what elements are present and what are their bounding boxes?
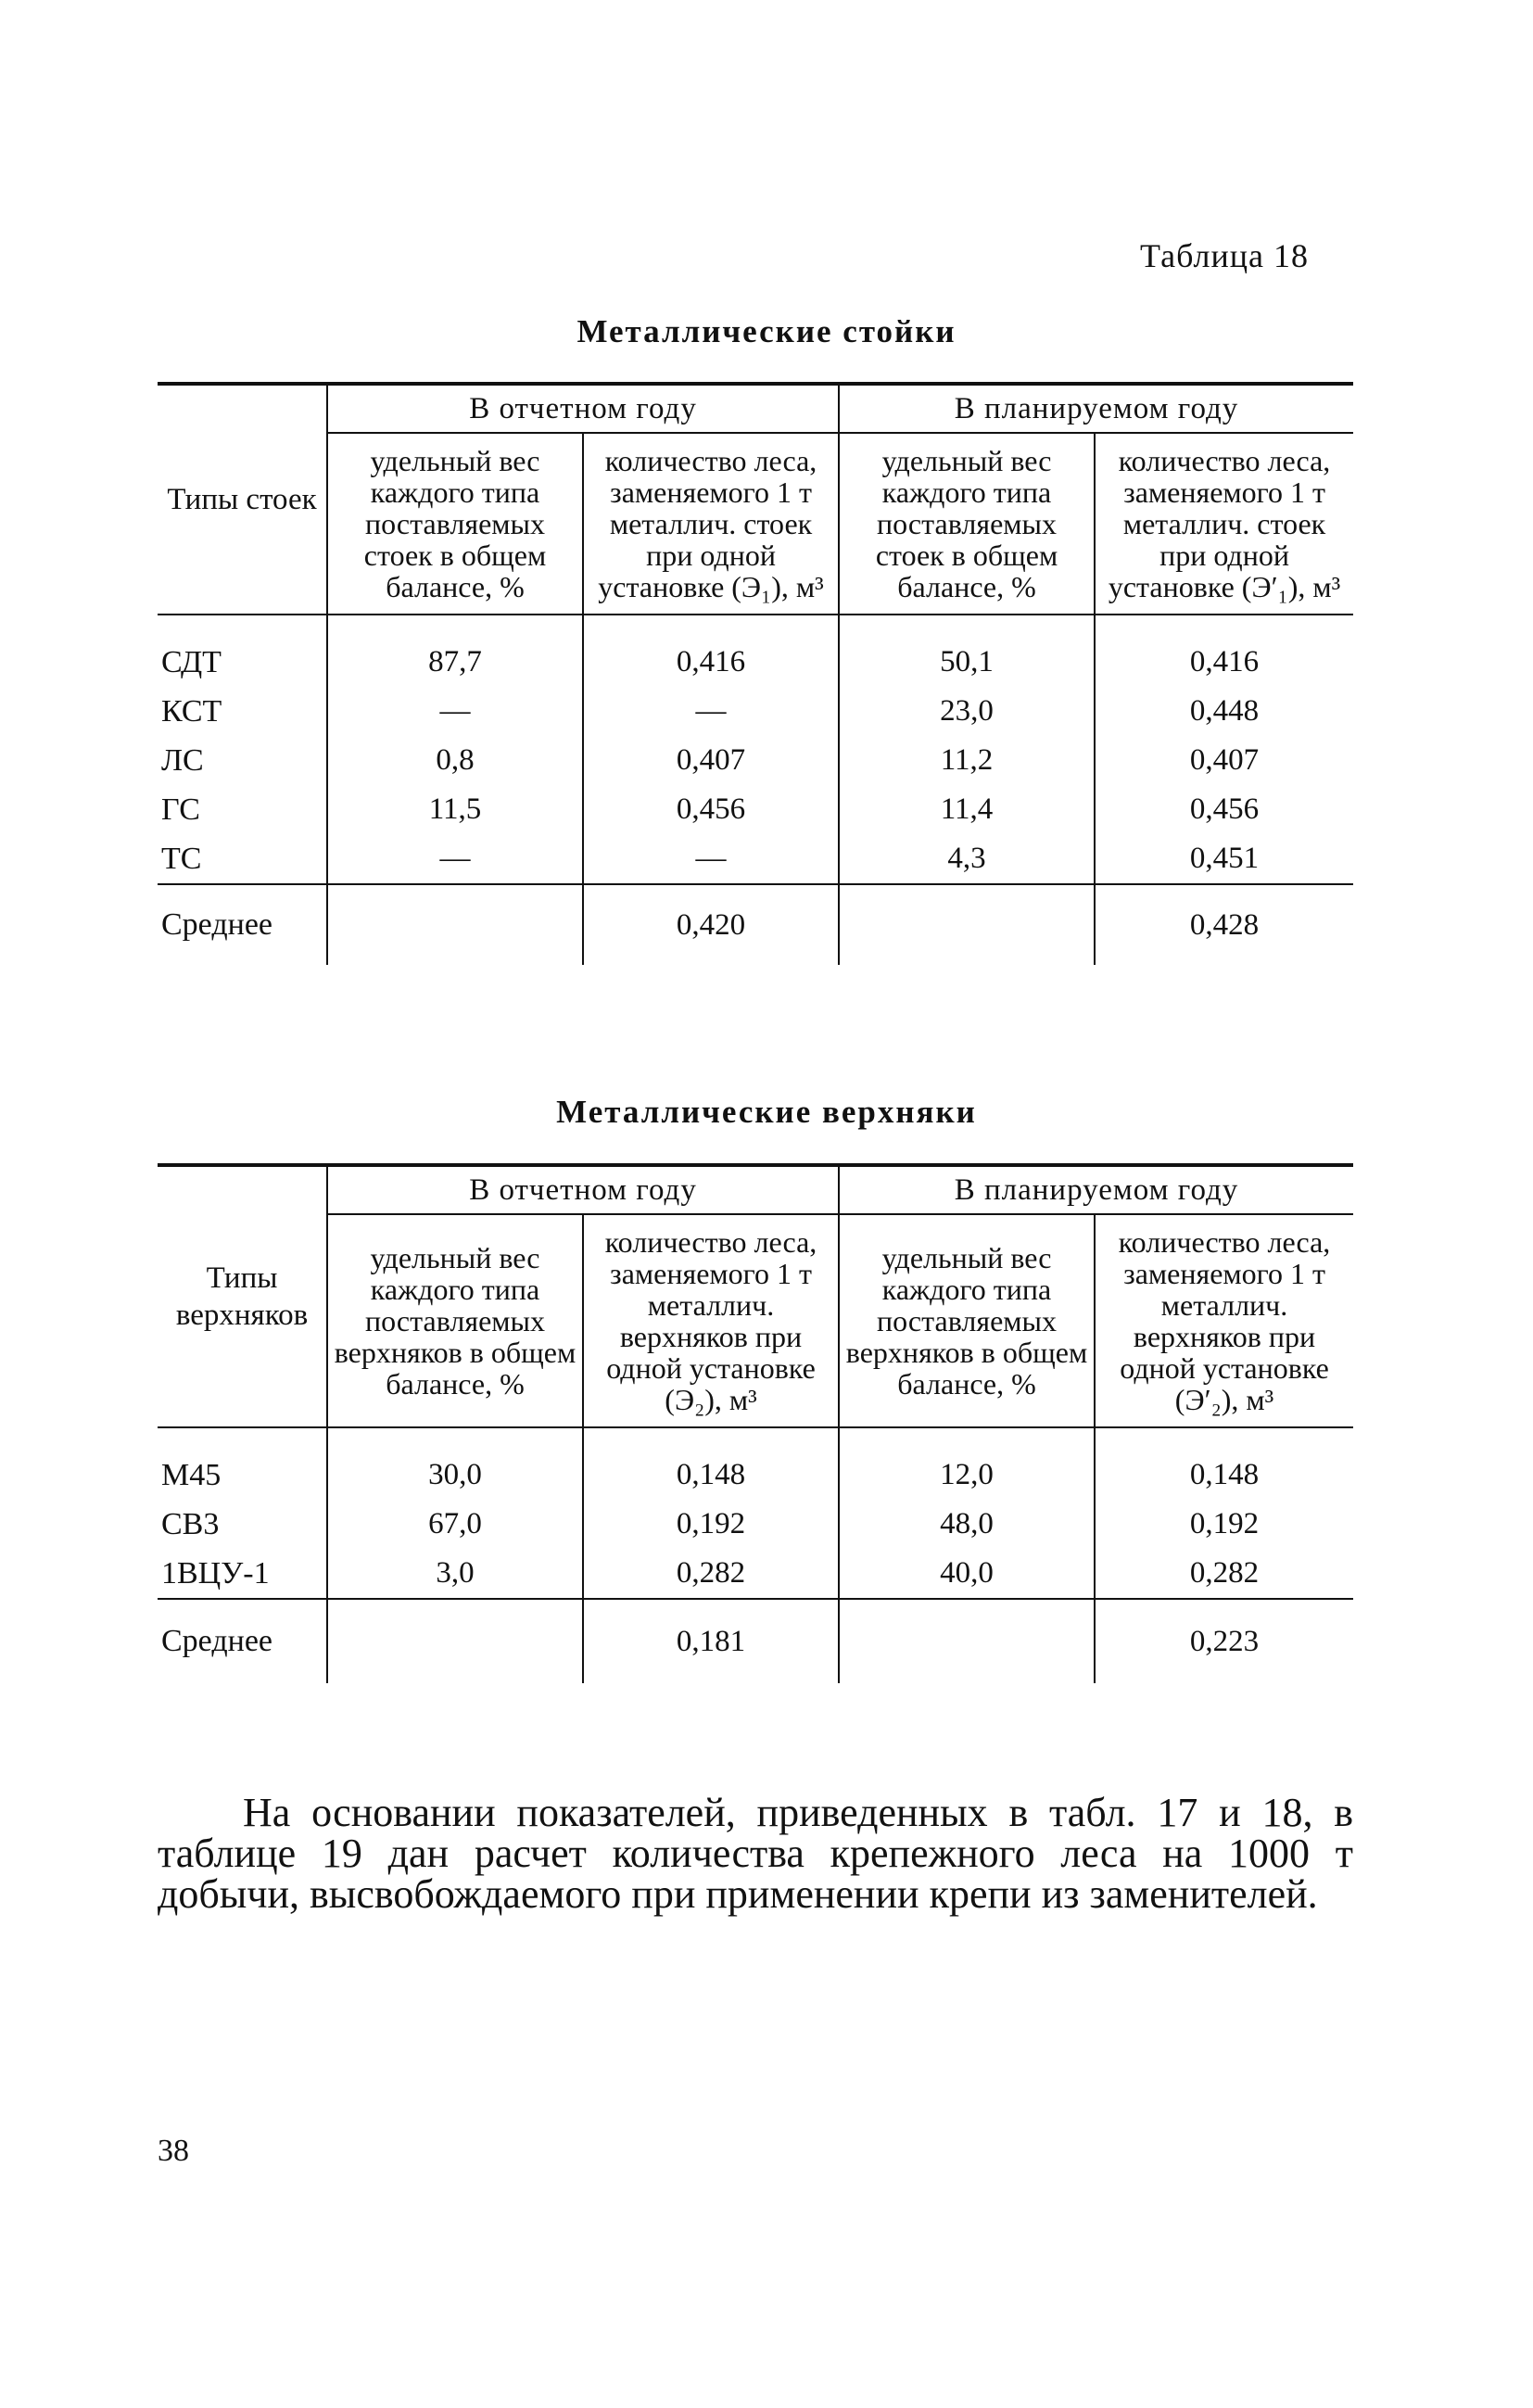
cell-wood-planned: 0,282 <box>1095 1549 1353 1599</box>
cell-wood-planned: 0,416 <box>1095 615 1353 687</box>
header-group-reported: В отчетном году <box>327 1165 839 1214</box>
header-group-planned: В планируемом году <box>839 1165 1353 1214</box>
row-average-label: Среднее <box>158 884 327 965</box>
body-paragraph: На основании показателей, приведенных в табл. 17 и 18, в таблице 19 дан расчет количества крепежного леса на 1000 т добычи, высвобождаемого при применении крепи из заменителей. <box>158 1790 1353 1917</box>
table-title-metal-caps: Металлические верхняки <box>556 1094 977 1130</box>
cell-share-reported: — <box>327 834 583 884</box>
table-title-metal-props: Металлические стойки <box>576 313 957 349</box>
row-type: ТС <box>161 841 202 876</box>
table-row <box>158 834 1353 884</box>
table-row-average <box>158 884 1353 965</box>
cell-share-planned: 23,0 <box>839 687 1095 736</box>
header-group-planned: В планируемом году <box>839 384 1353 433</box>
table-row <box>158 687 1353 736</box>
table-row <box>158 736 1353 785</box>
table-metal-props <box>158 382 1353 965</box>
cell-wood-planned: 0,192 <box>1095 1500 1353 1549</box>
table-row <box>158 1427 1353 1500</box>
cell-share-planned: 11,4 <box>839 785 1095 834</box>
header-types: Типы стоек <box>158 384 327 615</box>
header-share-reported: удельный вес каждого типа поставляемых верхняков в общем балансе, % <box>327 1214 583 1427</box>
cell-wood-reported: 0,282 <box>583 1549 839 1599</box>
cell-wood-reported: — <box>583 834 839 884</box>
row-type: КСТ <box>161 693 222 729</box>
cell-share-reported: — <box>327 687 583 736</box>
cell-wood-planned: 0,456 <box>1095 785 1353 834</box>
cell-wood-reported: 0,416 <box>583 615 839 687</box>
cell-share-planned: 12,0 <box>839 1427 1095 1500</box>
row-type: ЛС <box>161 742 204 778</box>
table-row <box>158 785 1353 834</box>
row-type: М45 <box>158 1427 327 1500</box>
header-wood-planned: количество леса, заменяемого 1 т металлич. верхняков при одной установке (Э′₂), м³ <box>1095 1214 1353 1427</box>
header-share-planned: удельный вес каждого типа поставляемых стоек в общем балансе, % <box>839 433 1095 615</box>
cell-average-wood-reported: 0,181 <box>583 1599 839 1683</box>
cell-share-planned: 4,3 <box>839 834 1095 884</box>
cell-wood-planned: 0,448 <box>1095 687 1353 736</box>
table-metal-caps <box>158 1163 1353 1683</box>
header-wood-reported: количество леса, заменяемого 1 т металлич. стоек при одной установке (Э₁), м³ <box>583 433 839 615</box>
table-row-average <box>158 1599 1353 1683</box>
table-number: Таблица 18 <box>1140 237 1309 274</box>
cell-empty <box>839 1599 1095 1683</box>
cell-empty <box>839 884 1095 965</box>
row-average-label: Среднее <box>158 1599 327 1683</box>
header-wood-planned: количество леса, заменяемого 1 т металлич. стоек при одной установке (Э′₁), м³ <box>1095 433 1353 615</box>
cell-wood-reported: — <box>583 687 839 736</box>
cell-average-wood-reported: 0,420 <box>583 884 839 965</box>
cell-share-reported: 3,0 <box>327 1549 583 1599</box>
row-type: 1ВЦУ-1 <box>161 1555 270 1591</box>
header-group-reported: В отчетном году <box>327 384 839 433</box>
row-type: СДТ <box>158 615 327 687</box>
header-share-planned: удельный вес каждого типа поставляемых верхняков в общем балансе, % <box>839 1214 1095 1427</box>
page-number: 38 <box>158 2134 189 2168</box>
cell-share-planned: 48,0 <box>839 1500 1095 1549</box>
cell-share-reported: 0,8 <box>327 736 583 785</box>
row-type: СВ3 <box>161 1506 220 1541</box>
cell-empty <box>327 1599 583 1683</box>
table-row <box>158 1500 1353 1549</box>
cell-share-reported: 67,0 <box>327 1500 583 1549</box>
cell-share-planned: 11,2 <box>839 736 1095 785</box>
cell-wood-planned: 0,148 <box>1095 1427 1353 1500</box>
table-row <box>158 615 1353 687</box>
cell-wood-planned: 0,407 <box>1095 736 1353 785</box>
cell-average-wood-planned: 0,428 <box>1095 884 1353 965</box>
header-wood-reported: количество леса, заменяемого 1 т металлич. верхняков при одной установке (Э₂), м³ <box>583 1214 839 1427</box>
cell-share-planned: 40,0 <box>839 1549 1095 1599</box>
header-share-reported: удельный вес каждого типа поставляемых стоек в общем балансе, % <box>327 433 583 615</box>
cell-wood-reported: 0,456 <box>583 785 839 834</box>
table-row <box>158 1549 1353 1599</box>
row-type: ГС <box>161 792 200 827</box>
cell-wood-reported: 0,407 <box>583 736 839 785</box>
cell-share-reported: 30,0 <box>327 1427 583 1500</box>
cell-empty <box>327 884 583 965</box>
cell-average-wood-planned: 0,223 <box>1095 1599 1353 1683</box>
cell-share-reported: 87,7 <box>327 615 583 687</box>
cell-share-reported: 11,5 <box>327 785 583 834</box>
cell-wood-reported: 0,192 <box>583 1500 839 1549</box>
header-types: Типы верхняков <box>158 1165 327 1427</box>
cell-wood-reported: 0,148 <box>583 1427 839 1500</box>
cell-share-planned: 50,1 <box>839 615 1095 687</box>
cell-wood-planned: 0,451 <box>1095 834 1353 884</box>
